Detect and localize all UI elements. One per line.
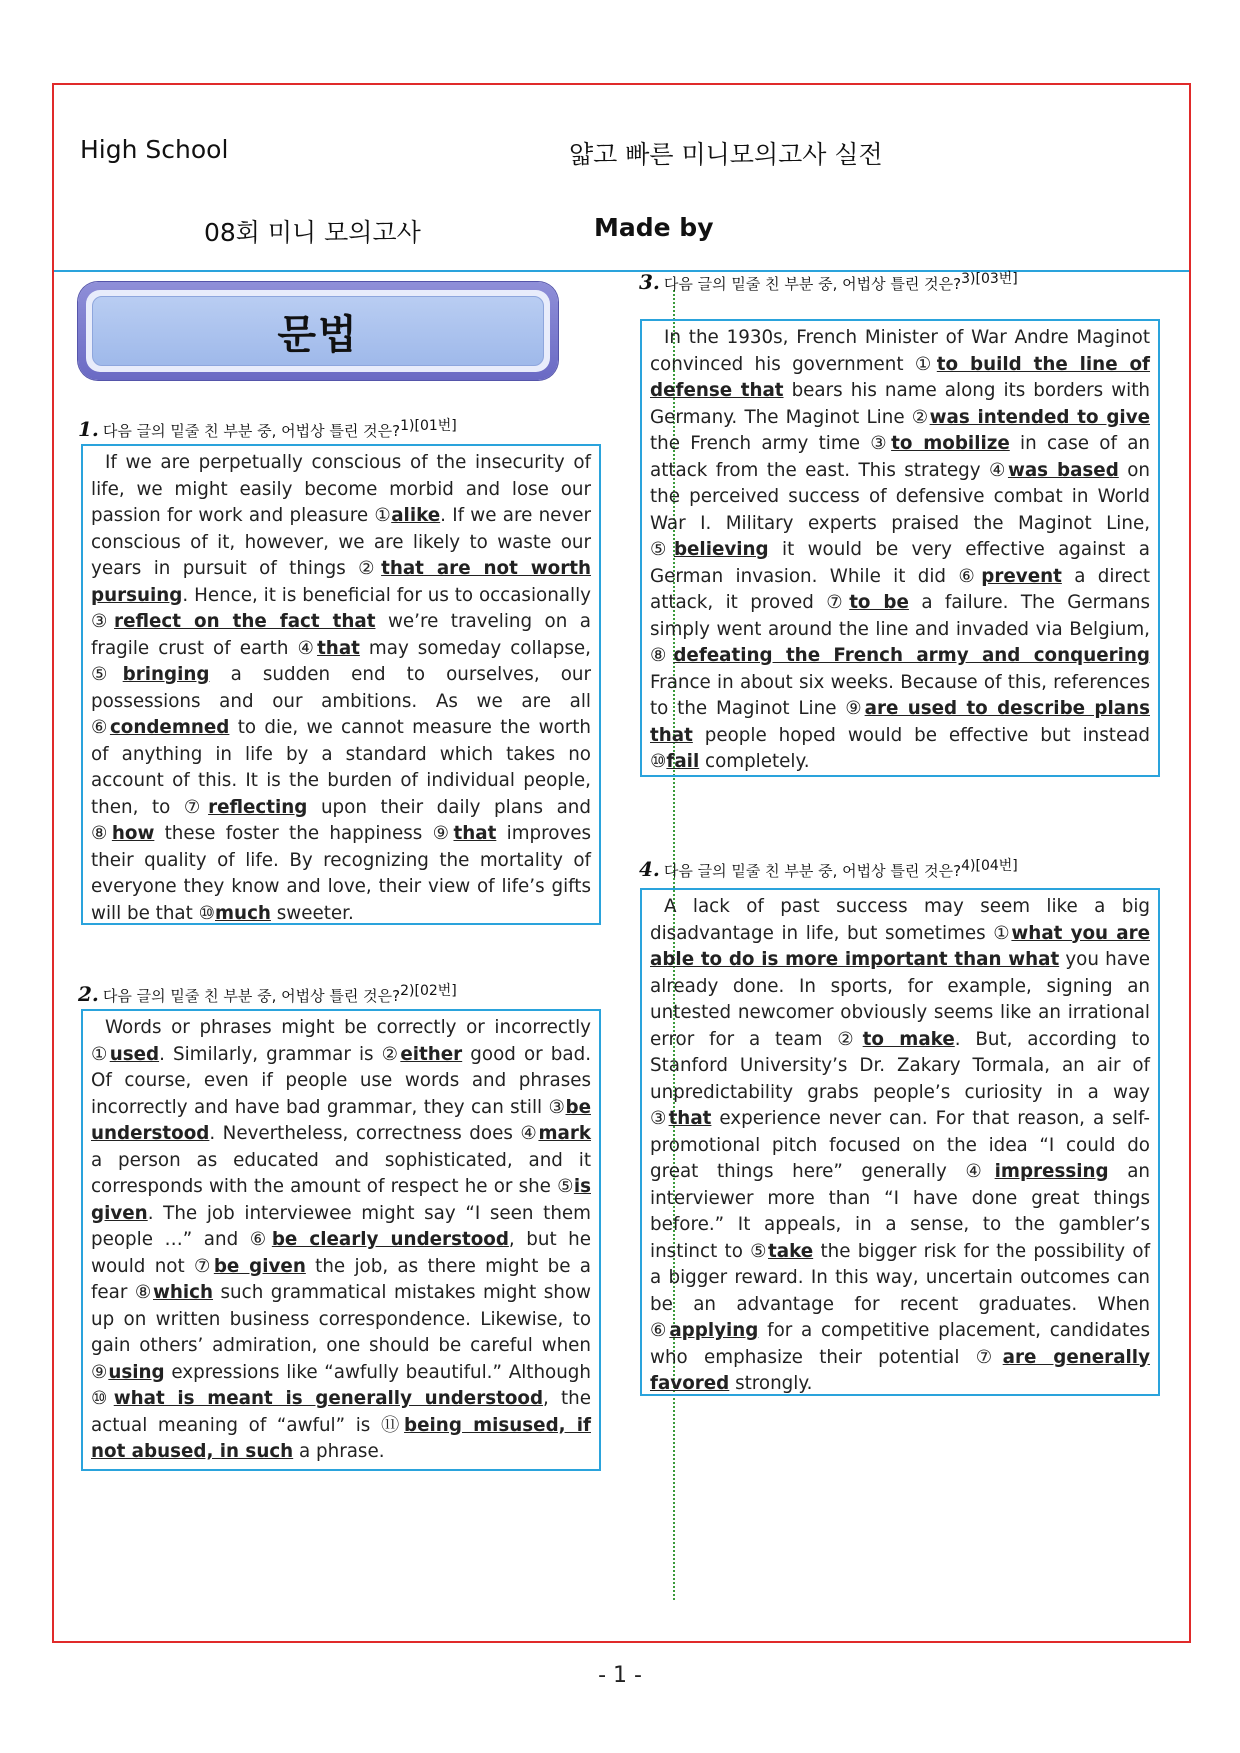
passage-text: for a competitive placement, candidates who emphasize their potential ⑦ bbox=[650, 1320, 1150, 1368]
underlined-choice: impressing bbox=[994, 1161, 1109, 1182]
passage-text: France in about six weeks. Because of this, references to the Maginot Line ⑨ bbox=[650, 671, 1150, 719]
underlined-choice: are generally favored bbox=[650, 1346, 1150, 1394]
passage-text: these foster the happiness ⑨ bbox=[154, 823, 454, 844]
question-1-heading: 1. 다음 글의 밑줄 친 부분 중, 어법상 틀린 것은?$^{1)[01번]}$ bbox=[78, 417, 457, 441]
underlined-choice: what you are able to do is more important than what bbox=[650, 922, 1150, 970]
underlined-choice: how bbox=[111, 823, 155, 844]
underlined-choice: believing bbox=[673, 539, 769, 560]
passage-text: completely. bbox=[699, 751, 810, 772]
passage-text: the French army time ③ bbox=[650, 433, 892, 454]
question-3-text bbox=[650, 325, 1150, 776]
passage-text: a phrase. bbox=[293, 1441, 385, 1462]
passage-text: the bigger risk for the possibility of a bigger reward. In this way, uncertain outcomes can be an advantage for recent graduates. When ⑥ bbox=[650, 1240, 1151, 1341]
underlined-choice: prevent bbox=[981, 565, 1062, 587]
underlined-choice: using bbox=[108, 1361, 165, 1383]
passage-text: a sudden end to ourselves, our possessions and our ambitions. As we are all ⑥ bbox=[91, 664, 592, 738]
underlined-choice: that bbox=[668, 1108, 712, 1129]
passage-text: strongly. bbox=[729, 1373, 813, 1394]
underlined-choice: reflecting bbox=[208, 796, 308, 818]
underlined-choice: be given bbox=[213, 1255, 306, 1277]
underlined-choice: be clearly understood bbox=[271, 1229, 509, 1250]
underlined-choice: fail bbox=[666, 751, 700, 772]
question-4-passage bbox=[640, 888, 1160, 1396]
question-3-passage bbox=[640, 319, 1160, 777]
question-1-passage bbox=[81, 444, 601, 925]
passage-text: people hoped would be effective but instead ⑩ bbox=[650, 724, 1150, 772]
passage-text: sweeter. bbox=[270, 902, 354, 924]
question-2-heading: 2. 다음 글의 밑줄 친 부분 중, 어법상 틀린 것은?$^{2)[02번]}$ bbox=[78, 982, 457, 1006]
underlined-choice: what is meant is generally understood bbox=[113, 1388, 544, 1409]
passage-text: . Hence, it is beneficial for us to occasionally ③ bbox=[91, 584, 591, 632]
underlined-choice: to be bbox=[849, 592, 909, 613]
passage-text: If we are perpetually conscious of the insecurity of life, we might easily become morbid and lose our passion for work and pleasure ① bbox=[91, 452, 591, 526]
underlined-choice: condemned bbox=[109, 717, 230, 738]
passage-text: , but he would not ⑦ bbox=[91, 1229, 591, 1277]
underlined-choice: much bbox=[215, 902, 271, 924]
passage-text: In the 1930s, French Minister of War Andre Maginot convinced his government ① bbox=[650, 327, 1150, 375]
passage-text: good or bad. Of course, even if people use words and phrases incorrectly and have bad grammar, they can still ③ bbox=[91, 1043, 592, 1118]
question-2-text bbox=[91, 1015, 591, 1466]
underlined-choice: applying bbox=[669, 1320, 759, 1341]
underlined-choice: alike bbox=[391, 505, 441, 526]
passage-text: upon their daily plans and ⑧ bbox=[91, 796, 591, 844]
passage-text: the job, as there might be a fear ⑧ bbox=[91, 1255, 592, 1303]
passage-text: improves their quality of life. By recognizing the mortality of everyone they know and love, their view of life’s gifts will be that ⑩ bbox=[91, 823, 591, 924]
underlined-choice: to make bbox=[862, 1028, 955, 1050]
passage-text: we’re traveling on a fragile crust of earth ④ bbox=[91, 611, 591, 659]
passage-text: to die, we cannot measure the worth of anything in life by a standard which takes no account of this. It is the burden of individual people, then, to ⑦ bbox=[91, 717, 592, 818]
question-1-text bbox=[91, 450, 591, 927]
question-4-text bbox=[650, 894, 1150, 1398]
passage-text: an interviewer more than “I have done great things before.” It appeals, in a sense, to the gambler’s instinct to ⑤ bbox=[650, 1161, 1150, 1262]
underlined-choice: be understood bbox=[91, 1096, 591, 1144]
passage-text: you have already done. In sports, for example, signing an untested newcomer obviously seems like an irrational error for a team ② bbox=[650, 949, 1150, 1050]
passage-text: it would be very effective against a German invasion. While it did ⑥ bbox=[650, 539, 1151, 587]
section-badge-label: 문법 bbox=[277, 311, 359, 358]
passage-text: Words or phrases might be correctly or incorrectly ① bbox=[91, 1017, 591, 1065]
passage-text: expressions like “awfully beautiful.” Although ⑩ bbox=[91, 1361, 591, 1409]
underlined-choice: bringing bbox=[122, 664, 210, 685]
underlined-choice: take bbox=[768, 1240, 814, 1262]
underlined-choice: is given bbox=[91, 1176, 591, 1224]
passage-text: bears his name along its borders with Germany. The Maginot Line ② bbox=[650, 380, 1150, 428]
underlined-choice: used bbox=[109, 1043, 160, 1065]
underlined-choice: either bbox=[400, 1043, 463, 1065]
passage-text: a person as educated and sophisticated, and it corresponds with the amount of respect he or she ⑤ bbox=[91, 1149, 591, 1197]
made-by-label: Made by bbox=[594, 213, 714, 242]
passage-text: a direct attack, it proved ⑦ bbox=[650, 565, 1150, 613]
underlined-choice: which bbox=[153, 1282, 214, 1303]
passage-text: a failure. The Germans simply went around the line and invaded via Belgium, ⑧ bbox=[650, 592, 1150, 666]
underlined-choice: mark bbox=[538, 1123, 591, 1144]
question-4-heading: 4. 다음 글의 밑줄 친 부분 중, 어법상 틀린 것은?$^{4)[04번]}$ bbox=[639, 857, 1018, 881]
question-3-heading: 3. 다음 글의 밑줄 친 부분 중, 어법상 틀린 것은?$^{3)[03번]}$ bbox=[639, 270, 1018, 294]
section-badge bbox=[78, 282, 558, 380]
underlined-choice: to mobilize bbox=[891, 433, 1010, 454]
underlined-choice: was based bbox=[1007, 459, 1119, 481]
passage-text: may someday collapse, ⑤ bbox=[91, 637, 591, 685]
underlined-choice: that bbox=[317, 637, 360, 659]
exam-round: 08회 미니 모의고사 bbox=[204, 218, 421, 247]
passage-text: . The job interviewee might say “I seen them people …” and ⑥ bbox=[91, 1202, 591, 1250]
school-label: High School bbox=[80, 135, 229, 164]
passage-text: experience never can. For that reason, a self-promotional pitch focused on the idea “I could do great things here” generally ④ bbox=[650, 1108, 1151, 1182]
underlined-choice: defeating the French army and conquering bbox=[673, 645, 1150, 666]
exam-title: 얇고 빠른 미니모의고사 실전 bbox=[569, 140, 883, 169]
passage-text: . But, according to Stanford University’s Dr. Zakary Tormala, an air of unpredictability grabs people’s curiosity in a way ③ bbox=[650, 1028, 1150, 1129]
underlined-choice: that bbox=[453, 823, 497, 844]
underlined-choice: was intended to give bbox=[929, 406, 1151, 428]
passage-text: . Similarly, grammar is ② bbox=[159, 1043, 401, 1065]
question-2-passage bbox=[81, 1009, 601, 1471]
page-header bbox=[54, 85, 1189, 272]
underlined-choice: reflect on the fact that bbox=[114, 611, 376, 632]
underlined-choice: being misused, if not abused, in such bbox=[91, 1414, 591, 1462]
passage-text: on the perceived success of defensive combat in World War I. Military experts praised the Maginot Line, ⑤ bbox=[650, 459, 1150, 560]
passage-text: . If we are never conscious of it, however, we are likely to waste our years in pursuit of things ② bbox=[91, 505, 592, 579]
page-number: - 1 - bbox=[598, 1663, 642, 1688]
passage-text: A lack of past success may seem like a big disadvantage in life, but sometimes ① bbox=[650, 896, 1150, 944]
passage-text: such grammatical mistakes might show up on written business correspondence. Likewise, to gain others’ admiration, one should be careful when ⑨ bbox=[91, 1282, 591, 1383]
passage-text: , the actual meaning of “awful” is ⑪ bbox=[91, 1388, 591, 1436]
underlined-choice: that are not worth pursuing bbox=[91, 558, 591, 606]
underlined-choice: are used to describe plans that bbox=[650, 698, 1150, 746]
page-frame bbox=[52, 83, 1191, 1643]
underlined-choice: to build the line of defense that bbox=[650, 353, 1151, 401]
passage-text: . Nevertheless, correctness does ④ bbox=[209, 1123, 539, 1144]
passage-text: in case of an attack from the east. This strategy ④ bbox=[650, 433, 1150, 481]
